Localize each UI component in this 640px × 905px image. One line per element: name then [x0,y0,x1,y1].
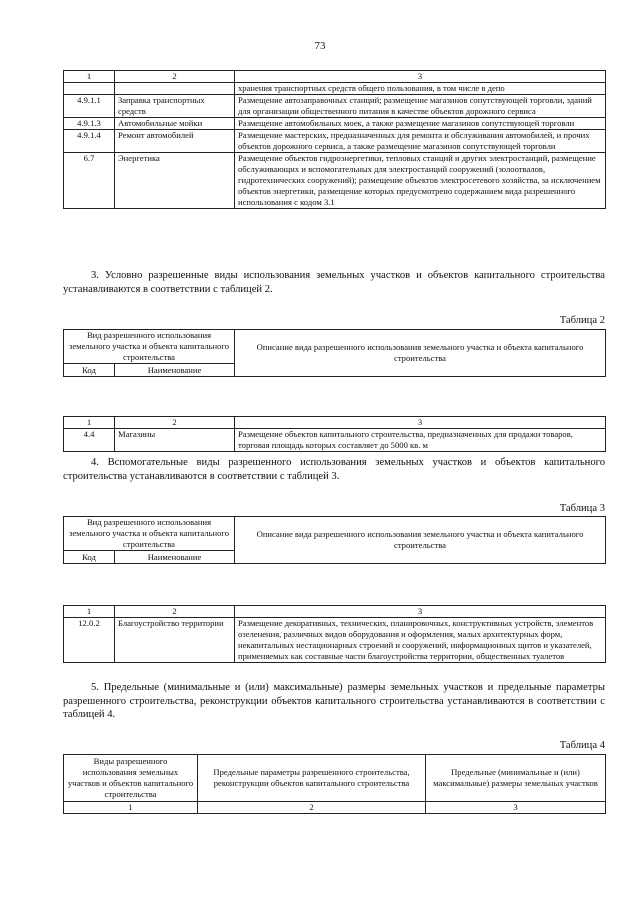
desc-cell: Размещение объектов гидроэнергетики, тепловых станций и других электростанций, размещение обслуживающих и вспомогательных для электростанций сооружений (золоотвалов, гидротехнических сооружений); размещение объектов электросетевого хозяйства, за исключением объектов энергетики, размещение которых предусмотрено содержанием вида разрешенного использования с кодом 3.1 [235,153,606,209]
col-index: 2 [115,417,235,429]
code-cell: 4.9.1.4 [64,130,115,153]
paragraph-4: 4. Вспомогательные виды разрешенного использования земельных участков и объектов капитального строительства устанавливаются в соответствии с таблицей 3. [63,457,605,482]
table-2-index-row [64,417,606,429]
table-3-index-row [64,606,606,618]
page-number: 73 [314,40,326,52]
table-2 [63,416,606,452]
code-cell [64,83,115,95]
header-cell: Предельные параметры разрешенного строительства, реконструкции объектов капитального строительства [198,755,426,802]
table-row [64,153,606,209]
col-index: 1 [64,606,115,618]
desc-cell: Размещение автомобильных моек, а также размещение магазинов сопутствующей торговли [235,118,606,130]
name-cell: Энергетика [115,153,235,209]
name-cell [115,83,235,95]
group-header: Вид разрешенного использования земельного участка и объекта капитального строительства [64,330,235,364]
name-cell: Благоустройство территории [115,618,235,663]
name-cell: Ремонт автомобилей [115,130,235,153]
desc-header: Описание вида разрешенного использования земельного участка и объекта капитального строительства [235,517,606,564]
desc-header: Описание вида разрешенного использования земельного участка и объекта капитального строительства [235,330,606,377]
table-row [64,83,606,95]
col-index: 1 [64,417,115,429]
table-row [64,95,606,118]
paragraph-5: 5. Предельные (минимальные и (или) максимальные) размеры земельных участков и предельные параметры разрешенного строительства, реконструкции объектов капитального строительства устанавливаются в соответствии с таблицей 4. [63,682,605,720]
col-index: 3 [235,71,606,83]
col-index: 2 [115,606,235,618]
code-header: Код [64,551,115,564]
col-index: 3 [426,802,606,814]
table-row [64,618,606,663]
table-2-header [63,329,606,377]
table-row [64,118,606,130]
col-index: 1 [64,802,198,814]
table-2-caption: Таблица 2 [559,315,605,326]
desc-cell: хранения транспортных средств общего пользования, в том числе в депо [235,83,606,95]
col-index: 2 [115,71,235,83]
code-cell: 12.0.2 [64,618,115,663]
group-header: Вид разрешенного использования земельного участка и объекта капитального строительства [64,517,235,551]
name-cell: Заправка транспортных средств [115,95,235,118]
name-header: Наименование [115,551,235,564]
col-index: 1 [64,71,115,83]
desc-cell: Размещение мастерских, предназначенных для ремонта и обслуживания автомобилей, и прочих объектов дорожного сервиса, а также размещение магазинов сопутствующей торговли [235,130,606,153]
code-cell: 4.9.1.1 [64,95,115,118]
paragraph-3: 3. Условно разрешенные виды использования земельных участков и объектов капитального строительства устанавливаются в соответствии с таблицей 2. [63,270,605,295]
table-3-header [63,516,606,564]
header-cell: Виды разрешенного использования земельных участков и объектов капитального строительства [64,755,198,802]
name-header: Наименование [115,364,235,377]
code-cell: 6.7 [64,153,115,209]
name-cell: Автомобильные мойки [115,118,235,130]
col-index: 3 [235,606,606,618]
code-cell: 4.9.1.3 [64,118,115,130]
table-4-index-row [64,802,606,814]
table-1-index-row [64,71,606,83]
col-index: 3 [235,417,606,429]
header-cell: Предельные (минимальные и (или) максимальные) размеры земельных участков [426,755,606,802]
table-4-caption: Таблица 4 [559,740,605,751]
table-row [64,429,606,452]
desc-cell: Размещение автозаправочных станций; размещение магазинов сопутствующей торговли, зданий для организации общественного питания в качестве объектов дорожного сервиса [235,95,606,118]
table-4 [63,754,606,814]
table-row [64,130,606,153]
code-cell: 4.4 [64,429,115,452]
col-index: 2 [198,802,426,814]
table-3 [63,605,606,663]
table-1 [63,70,606,209]
name-cell: Магазины [115,429,235,452]
desc-cell: Размещение объектов капитального строительства, предназначенных для продажи товаров, торговая площадь которых составляет до 5000 кв. м [235,429,606,452]
desc-cell: Размещение декоративных, технических, планировочных, конструктивных устройств, элементов озеленения, различных видов оборудования и оформления, малых архитектурных форм, некапитальных нестационарных строений и сооружений, информационных щитов и указателей, применяемых как составные части благоустройства территории, общественных туалетов [235,618,606,663]
table-3-caption: Таблица 3 [559,503,605,514]
code-header: Код [64,364,115,377]
